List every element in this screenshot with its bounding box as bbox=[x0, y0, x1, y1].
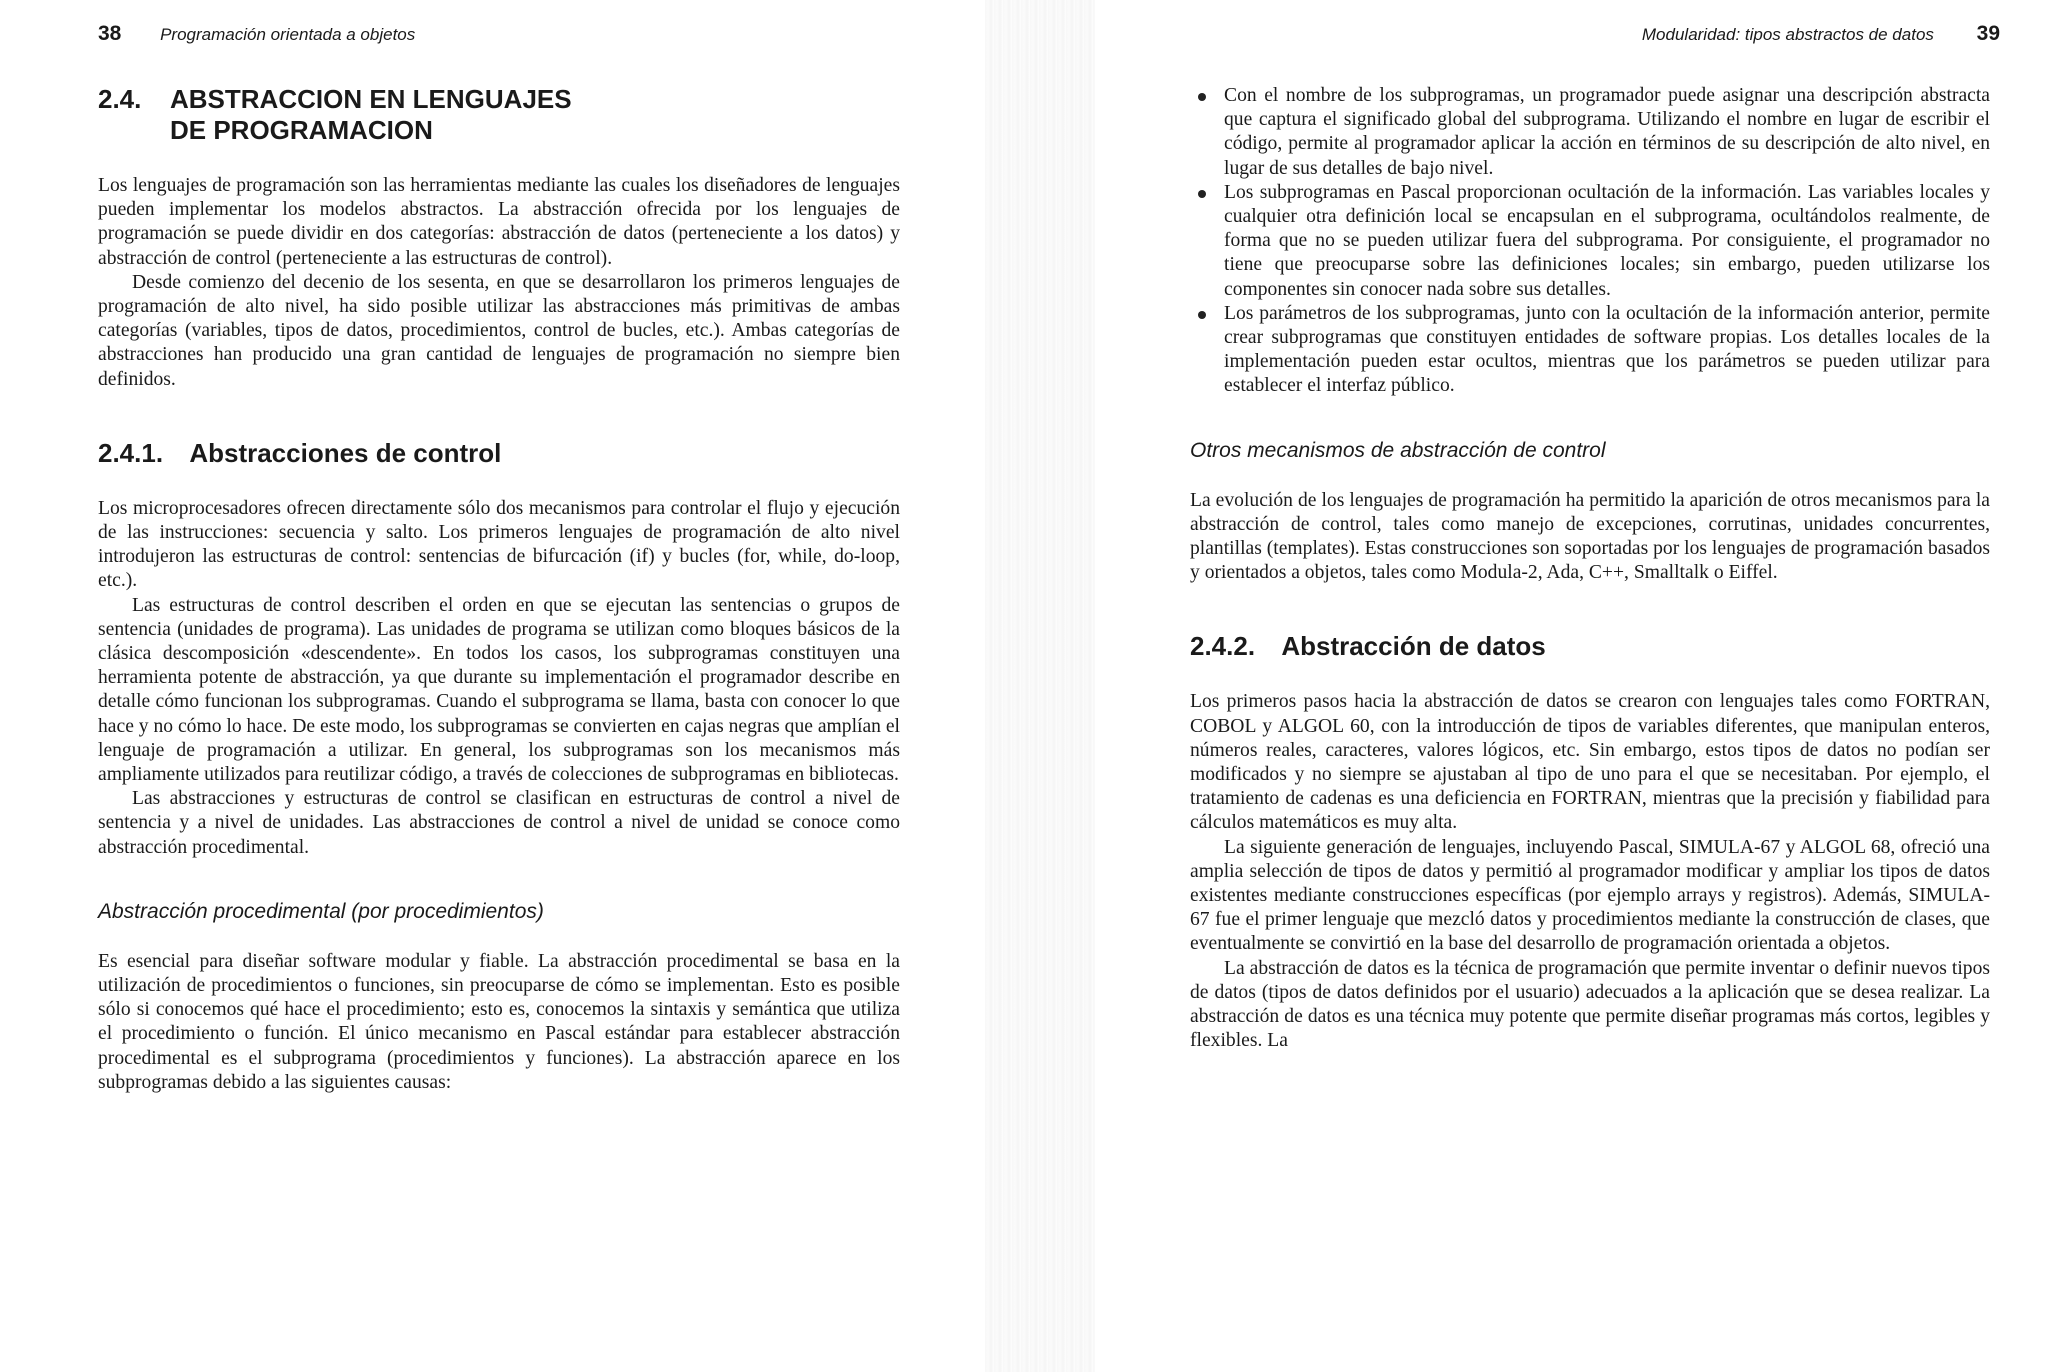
paragraph: Los lenguajes de programación son las herramientas mediante las cuales los diseñadores de lenguajes pueden implementar los modelos abstractos. La abstracción ofrecida por los lenguajes de programación se puede dividir en dos categorías: abstracción de datos (perteneciente a los datos) y abstracción de control (perteneciente a las estructuras de control). bbox=[98, 175, 900, 269]
paragraph: Las abstracciones y estructuras de control se clasifican en estructuras de control a nivel de sentencia y a nivel de unidades. Las abstracciones de control a nivel de unidad se conoce como abstracción procedimental. bbox=[98, 788, 900, 858]
subsection-title: Abstracciones de control bbox=[189, 437, 502, 468]
paragraph: Es esencial para diseñar software modular y fiable. La abstracción procedimental se basa en la utilización de procedimientos o funciones, sin preocuparse de cómo se implementan. Esto es posible sólo si conocemos qué hace el procedimiento; esto es, conocemos la sintaxis y semántica que utiliza el procedimiento o función. El único mecanismo en Pascal estándar para establecer abstracción procedimental es el subprograma (procedimientos y funciones). La abstracción aparece en los subprogramas debido a las siguientes causas: bbox=[98, 950, 900, 1093]
subsection-number: 2.4.2. bbox=[1190, 631, 1256, 662]
left-running-head bbox=[98, 22, 415, 46]
section-heading bbox=[98, 84, 900, 146]
right-running-head bbox=[1642, 22, 2000, 46]
section-title-line1: ABSTRACCION EN LENGUAJES bbox=[170, 84, 572, 114]
list-item-text: Los parámetros de los subprogramas, junto con la ocultación de la información anterior, permite crear subprogramas que constituyen entidades de software propias. Los detalles locales de la implementación pueden estar ocultos, mientras que los parámetros se pueden utilizar para establecer el interfaz público. bbox=[1224, 302, 1990, 397]
right-body bbox=[1190, 84, 1990, 1054]
bullet-icon bbox=[1198, 93, 1206, 101]
list-item bbox=[1190, 181, 1990, 302]
subsection-number: 2.4.1. bbox=[98, 437, 164, 468]
paragraph: La evolución de los lenguajes de programación ha permitido la aparición de otros mecanismos para la abstracción de control, tales como manejo de excepciones, corrutinas, unidades concurrentes, plantillas (templates). Estas construcciones son soportadas por los lenguajes de programación basados y orientados a objetos, tales como Modula-2, Ada, C++, Smalltalk o Eiffel. bbox=[1190, 489, 1990, 584]
subsection-title: Abstracción de datos bbox=[1281, 631, 1546, 662]
bullet-icon bbox=[1198, 190, 1206, 198]
bullet-icon bbox=[1198, 311, 1206, 319]
paragraph: Desde comienzo del decenio de los sesenta, en que se desarrollaron los primeros lenguajes de programación de alto nivel, ha sido posible utilizar las abstracciones más primitivas de ambas categorías (variables, tipos de datos, procedimientos, control de bucles, etc.). Ambas categorías de abstracciones han producido una gran cantidad de lenguajes de programación no siempre bien definidos. bbox=[98, 271, 900, 390]
paragraph: Los primeros pasos hacia la abstracción de datos se crearon con lenguajes tales como FORTRAN, COBOL y ALGOL 60, con la introducción de tipos de variables diferentes, que manipulan enteros, números reales, caracteres, valores lógicos, etc. Sin embargo, estos tipos de datos no podían ser modificados y no siempre se ajustaban al tipo de uno para el que se necesitaban. Por ejemplo, el tratamiento de cadenas es una deficiencia en FORTRAN, mientras que la precisión y fiabilidad para cálculos matemáticos es muy alta. bbox=[1190, 691, 1990, 834]
paragraph: Los microprocesadores ofrecen directamente sólo dos mecanismos para controlar el flujo y ejecución de las instrucciones: secuencia y salto. Los primeros lenguajes de programación de alto nivel introdujeron las estructuras de control: sentencias de bifurcación (if) y bucles (for, while, do-loop, etc.). bbox=[98, 497, 900, 592]
paragraph: Las estructuras de control describen el orden en que se ejecutan las sentencias o grupos de sentencia (unidades de programa). Las unidades de programa se utilizan como bloques básicos de la clásica descomposición «descendente». En todos los casos, los subprogramas constituyen una herramienta potente de abstracción, ya que durante su implementación el programador describe en detalle cómo funcionan los subprogramas. Cuando el subprograma se llama, basta con conocer lo que hace y no cómo lo hace. De este modo, los subprogramas se convierten en cajas negras que amplían el lenguaje de programación a utilizar. En general, los subprogramas son los mecanismos más ampliamente utilizados para reutilizar código, a través de colecciones de subprogramas en bibliotecas. bbox=[98, 594, 900, 786]
left-running-title: Programación orientada a objetos bbox=[160, 25, 416, 44]
left-page bbox=[0, 0, 980, 1372]
book-gutter bbox=[985, 0, 1095, 1372]
subsection-heading-datos bbox=[1190, 631, 1990, 662]
right-page bbox=[1100, 0, 2048, 1372]
list-item-text: Los subprogramas en Pascal proporcionan ocultación de la información. Las variables locales y cualquier otra definición local se encapsulan en el subprograma, ocultándolos realmente, de forma que no se pueden utilizar fuera del subprograma. Por consiguiente, el programador no tiene que preocuparse sobre las definiciones locales; sin embargo, pueden utilizarse los componentes sin conocer nada sobre sus detalles. bbox=[1224, 181, 1990, 300]
subsection-heading-control bbox=[98, 438, 900, 469]
subheading-procedimental: Abstracción procedimental (por procedimientos) bbox=[98, 899, 544, 923]
left-body bbox=[98, 84, 900, 1095]
paragraph: La abstracción de datos es la técnica de programación que permite inventar o definir nuevos tipos de datos (tipos de datos definidos por el usuario) adecuados a la aplicación que se desea realizar. La abstracción de datos es una técnica muy potente que permite diseñar programas más cortos, legibles y flexibles. La bbox=[1190, 957, 1990, 1052]
list-item bbox=[1190, 302, 1990, 399]
paragraph: La siguiente generación de lenguajes, incluyendo Pascal, SIMULA-67 y ALGOL 68, ofreció una amplia selección de tipos de datos y permitió al programador modificar y ampliar los tipos de datos existentes mediante construcciones específicas (por ejemplo arrays y registros). Además, SIMULA-67 fue el primer lenguaje que mezcló datos y procedimientos mediante la construcción de clases, que eventualmente se convirtió en la base del desarrollo de programación orientada a objetos. bbox=[1190, 836, 1990, 955]
list-item bbox=[1190, 84, 1990, 181]
section-number: 2.4. bbox=[98, 84, 142, 114]
section-title-line2: DE PROGRAMACION bbox=[170, 115, 433, 145]
bullet-list bbox=[1190, 84, 1990, 399]
right-page-number: 39 bbox=[1976, 22, 2000, 45]
left-page-number: 38 bbox=[98, 22, 122, 45]
right-running-title: Modularidad: tipos abstractos de datos bbox=[1641, 25, 1934, 44]
section-title bbox=[170, 84, 572, 146]
subheading-otros: Otros mecanismos de abstracción de control bbox=[1190, 438, 1606, 462]
list-item-text: Con el nombre de los subprogramas, un programador puede asignar una descripción abstracta que captura el significado global del subprograma. Utilizando el nombre en lugar de escribir el código, permite al programador aplicar la acción en términos de su descripción de alto nivel, en lugar de sus detalles de bajo nivel. bbox=[1224, 85, 1990, 179]
